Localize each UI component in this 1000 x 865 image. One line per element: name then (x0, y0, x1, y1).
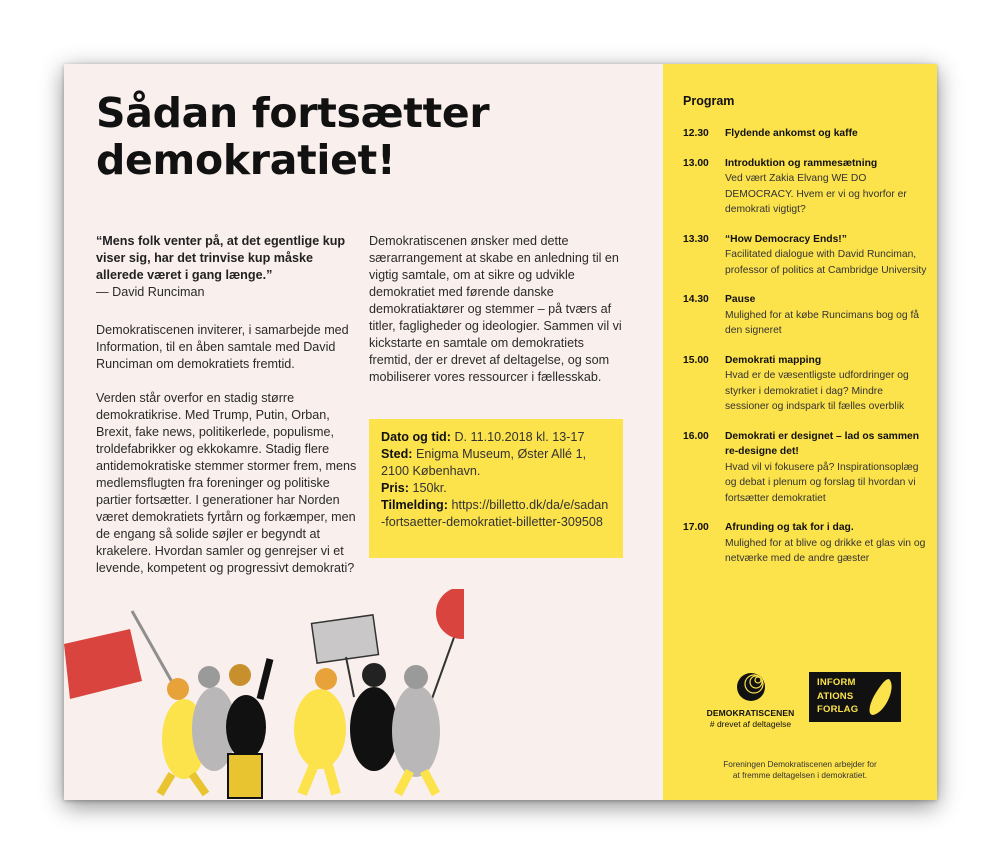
program-item (683, 520, 928, 567)
date-value: D. 11.10.2018 kl. 13-17 (454, 430, 585, 444)
program-time: 13.00 (683, 157, 709, 169)
demokratiscenen-logo (703, 670, 798, 732)
program-description: Facilitated dialogue with David Runciman, professor of politics at Cambridge University (725, 249, 927, 276)
figure-trousers (228, 754, 262, 798)
figure-head (198, 666, 220, 688)
figure-body (350, 687, 398, 771)
red-flag (64, 629, 142, 699)
figure-body (392, 685, 440, 777)
figure-head (315, 668, 337, 690)
footer-note (683, 759, 917, 781)
figure-raised-arm (260, 659, 270, 699)
program-item (683, 292, 928, 339)
figure-body (226, 695, 266, 759)
date-label: Dato og tid: (381, 430, 451, 444)
demokratiscenen-name: DEMOKRATISCENEN (706, 708, 795, 718)
footer-line-2: at fremme deltagelsen i demokratiet. (732, 770, 868, 780)
program-description: Mulighed for at købe Runcimans bog og få den signeret (725, 309, 920, 336)
program-description: Hvad er de væsentligste udfordringer og styrker i demokratiet i dag? Mindre sessioner og indspark til fælles overblik (725, 370, 909, 412)
event-paragraph: Demokratiscenen ønsker med dette særarrangement at skabe en anledning til en vigtig samtale, om at sikre og udvikle demokratiet med førende danske demokratiaktører og stemmer – på tværs af titler, fagligheder og ideologier. Sammen vil vi kickstarte en samtale om demokratiets fremtid, der er drevet af deltagelse, og som mobiliserer vores ressourcer i fællesskab. (369, 234, 622, 384)
program-title: Afrunding og tak for i dag. (725, 522, 854, 533)
program-heading: Program (683, 94, 735, 108)
price-label: Pris: (381, 481, 409, 495)
crisis-paragraph: Verden står overfor en stadig større demokratikrise. Med Trump, Putin, Orban, Brexit, fake news, politikerlede, populisme, troldefabrikker og ekkokamre. Stadig flere antidemokratiske stemmer stormer frem, mens medlemsflugten fra foreninger og politiske partier fortsætter. I generationer har Norden været demokratiets fyrtårn og forkæmper, men de engang så solide søjler er begyndt at krakelere. Hvordan samler og genrejser vi et levende, kompetent og progressivt demokrati? (96, 391, 357, 575)
figure-legs (302, 765, 336, 794)
program-time: 17.00 (683, 522, 709, 533)
program-title: Demokrati mapping (725, 354, 822, 366)
program-panel (663, 64, 937, 800)
event-info-box (369, 419, 623, 558)
program-item (683, 156, 928, 218)
program-item (683, 232, 928, 279)
program-time: 16.00 (683, 430, 709, 442)
page-title (96, 90, 616, 184)
title-line-1: Sådan fortsætter (96, 89, 490, 137)
program-list (683, 126, 928, 581)
demokratiscenen-tagline: # drevet af deltagelse (709, 719, 792, 729)
figure-head (167, 678, 189, 700)
place-label: Sted: (381, 447, 413, 461)
title-line-2: demokratiet! (96, 136, 396, 184)
protest-sign (312, 615, 379, 663)
figure-head (404, 665, 428, 689)
flyer (64, 64, 937, 800)
figure-head (229, 664, 251, 686)
signup-label: Tilmelding: (381, 498, 448, 512)
program-time: 14.30 (683, 294, 709, 305)
signup-link[interactable]: https://billetto.dk/da/e/sadan-fortsaetter-demokratiet-billetter-309508 (381, 498, 609, 529)
left-panel (64, 64, 663, 800)
figure-head (362, 663, 386, 687)
quote-text: “Mens folk venter på, at det egentlige kup viser sig, har det trinvise kup måske allerede været i gang længe.” (96, 234, 346, 282)
sign-pole (346, 657, 354, 697)
program-description: Hvad vil vi fokusere på? Inspirationsoplæg og debat i plenum og forslag til hvordan vi fortsætter demokratiet (725, 461, 919, 504)
program-time: 13.30 (683, 233, 709, 245)
informations-forlag-logo (809, 672, 901, 722)
program-title: Pause (725, 294, 756, 305)
figure-body (294, 689, 346, 769)
program-item (683, 429, 928, 507)
intro-paragraph: Demokratiscenen inviterer, i samarbejde med Information, til en åben samtale med David Runciman om demokratiets fremtid. (96, 323, 349, 371)
price-value: 150kr. (412, 481, 447, 495)
quote-block (96, 233, 356, 301)
program-title: Introduktion og rammesætning (725, 157, 878, 169)
program-description: Mulighed for at blive og drikke et glas vin og netværke med de andre gæster (725, 537, 926, 564)
logo-word-2: ATIONS (817, 690, 854, 702)
program-title: Demokrati er designet – lad os sammen re-designe det! (725, 430, 919, 457)
program-title: Flydende ankomst og kaffe (725, 128, 858, 139)
round-sign-pole (429, 629, 457, 707)
yellow-leaf-icon (867, 677, 895, 717)
program-time: 15.00 (683, 354, 709, 366)
program-time: 12.30 (683, 128, 709, 139)
program-description: Ved vært Zakia Elvang WE DO DEMOCRACY. Hvem er vi og hvorfor er demokrati vigtigt? (725, 173, 907, 215)
footer-line-1: Foreningen Demokratiscenen arbejder for (723, 759, 877, 769)
round-red-sign (436, 589, 464, 639)
logo-word-3: FORLAG (817, 704, 859, 715)
program-title: “How Democracy Ends!” (725, 233, 847, 245)
place-value: Enigma Museum, Øster Allé 1, 2100 København. (381, 447, 587, 478)
marching-people-illustration (64, 589, 464, 800)
program-item (683, 353, 928, 415)
demokratiscenen-mark-icon (736, 672, 766, 702)
quote-author: — David Runciman (96, 285, 205, 299)
program-item (683, 126, 928, 142)
logo-word-1: INFORM (817, 677, 856, 688)
